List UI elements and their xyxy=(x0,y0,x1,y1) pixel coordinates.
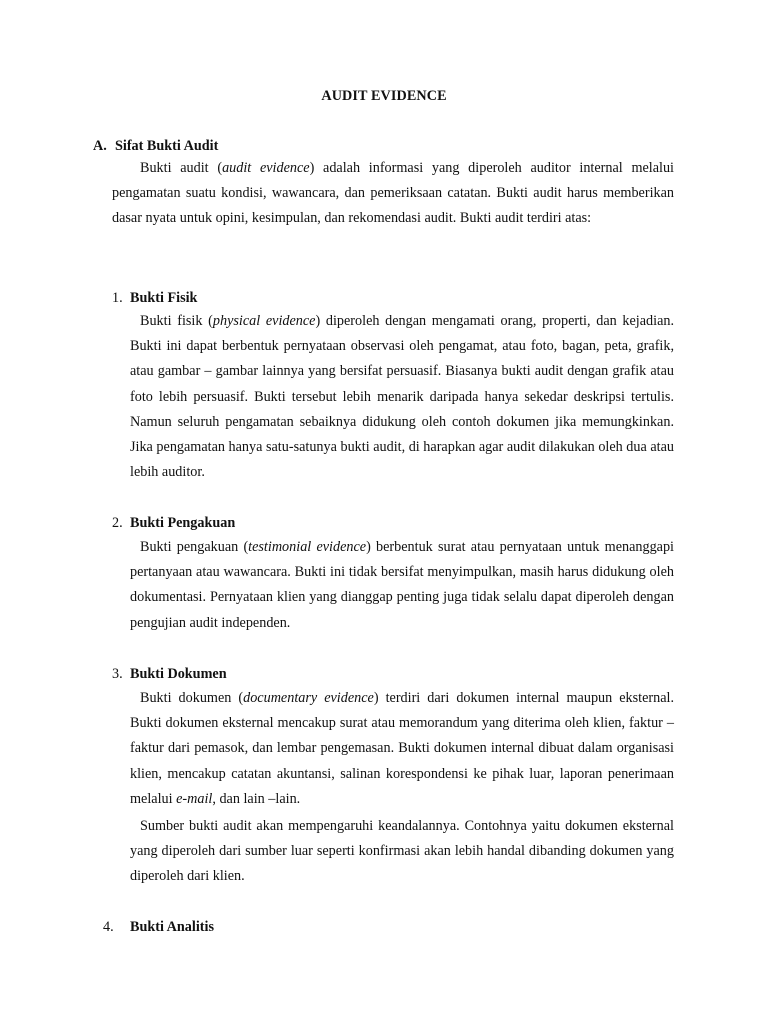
item-3-number: 3. xyxy=(112,666,123,682)
item-4-heading xyxy=(103,919,214,936)
item-3-title: Bukti Dokumen xyxy=(130,666,227,682)
item-2-heading xyxy=(112,515,235,532)
item-2-number: 2. xyxy=(112,515,123,531)
item-2-paragraph-1: Bukti pengakuan (testimonial evidence) berbentuk surat atau pernyataan untuk menanggapi pertanyaan atau wawancara. Bukti ini tidak bersifat menyimpulkan, masih harus didukung oleh dokumentasi. Pernyataan klien yang dianggap penting juga tidak selalu dapat diperoleh dengan pengujian audit independen. xyxy=(130,539,674,631)
item-3-paragraph-1: Bukti dokumen (documentary evidence) terdiri dari dokumen internal maupun eksternal. Bukti dokumen eksternal mencakup surat atau memorandum yang diterima oleh klien, faktur – faktur dari pemasok, dan lembar pengemasan. Bukti dokumen internal dibuat dalam organisasi klien, mencakup catatan akuntansi, salinan korespondensi ke pihak luar, laporan penerimaan melalui e-mail, dan lain –lain. xyxy=(130,690,675,807)
italic-term: testimonial evidence xyxy=(248,539,367,555)
section-a-heading xyxy=(93,138,218,155)
item-1-paragraph-1: Bukti fisik (physical evidence) diperoleh dengan mengamati orang, properti, dan kejadian. Bukti ini dapat berbentuk pernyataan observasi oleh pengamat, atau foto, bagan, peta, grafik, atau gambar – gambar lainnya yang bersifat persuasif. Biasanya bukti audit dengan grafik atau foto lebih persuasif. Bukti tersebut lebih menarik daripada hanya sekedar deskripsi tertulis. Namun seluruh pengamatan sebaiknya didukung oleh contoh dokumen jika memungkinkan. Jika pengamatan hanya satu-satunya bukti audit, di harapkan agar audit dilakukan oleh dua atau lebih auditor. xyxy=(130,313,675,481)
italic-term: audit evidence xyxy=(222,160,310,176)
section-a-letter: A. xyxy=(93,138,107,154)
document-title: AUDIT EVIDENCE xyxy=(321,88,447,104)
item-3-heading xyxy=(112,666,227,683)
item-3-paragraph-2: Sumber bukti audit akan mempengaruhi keandalannya. Contohnya yaitu dokumen eksternal yang diperoleh dari sumber luar seperti konfirmasi akan lebih handal dibanding dokumen yang diperoleh dari klien. xyxy=(130,818,674,885)
section-a-intro: Bukti audit (audit evidence) adalah informasi yang diperoleh auditor internal melalui pengamatan suatu kondisi, wawancara, dan pemeriksaan catatan. Bukti audit harus memberikan dasar nyata untuk opini, kesimpulan, dan rekomendasi audit. Bukti audit terdiri atas: xyxy=(112,160,674,227)
item-4-title: Bukti Analitis xyxy=(130,919,214,935)
item-1-title: Bukti Fisik xyxy=(130,290,198,306)
item-2-title: Bukti Pengakuan xyxy=(130,515,236,531)
italic-term: physical evidence xyxy=(212,313,316,329)
italic-term: documentary evidence xyxy=(243,690,374,706)
item-4-number: 4. xyxy=(103,919,114,935)
section-a-title: Sifat Bukti Audit xyxy=(115,138,219,154)
item-1-heading xyxy=(112,290,197,307)
item-1-number: 1. xyxy=(112,290,123,306)
italic-term: e-mail xyxy=(176,790,213,807)
